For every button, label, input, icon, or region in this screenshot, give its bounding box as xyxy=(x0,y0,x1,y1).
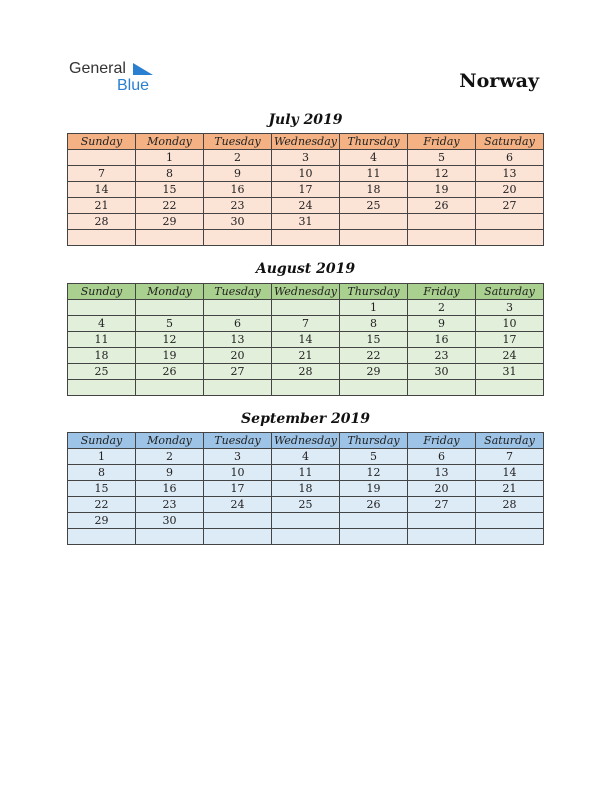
week-row xyxy=(68,513,544,529)
weekday-header: Saturday xyxy=(476,134,544,150)
day-cell: 19 xyxy=(340,481,408,497)
week-row xyxy=(68,529,544,545)
day-cell xyxy=(272,300,340,316)
day-cell: 22 xyxy=(136,198,204,214)
day-cell xyxy=(408,230,476,246)
day-cell xyxy=(340,380,408,396)
week-row xyxy=(68,300,544,316)
weekday-header: Wednesday xyxy=(272,134,340,150)
day-cell: 6 xyxy=(408,449,476,465)
logo-flag-icon xyxy=(133,63,153,77)
weekday-header: Monday xyxy=(136,284,204,300)
weekday-header: Tuesday xyxy=(204,284,272,300)
day-cell: 18 xyxy=(340,182,408,198)
day-cell xyxy=(408,380,476,396)
day-cell xyxy=(476,230,544,246)
day-cell xyxy=(204,230,272,246)
country-title: Norway xyxy=(459,70,539,92)
week-row xyxy=(68,214,544,230)
day-cell: 16 xyxy=(408,332,476,348)
weekday-header: Thursday xyxy=(340,433,408,449)
day-cell: 14 xyxy=(68,182,136,198)
month-title-august: August 2019 xyxy=(255,261,356,277)
weekday-header: Sunday xyxy=(68,134,136,150)
day-cell: 16 xyxy=(204,182,272,198)
weekday-header: Sunday xyxy=(68,284,136,300)
day-cell: 31 xyxy=(272,214,340,230)
day-cell: 28 xyxy=(272,364,340,380)
day-cell xyxy=(136,300,204,316)
week-row xyxy=(68,348,544,364)
day-cell: 23 xyxy=(408,348,476,364)
day-cell xyxy=(340,214,408,230)
day-cell: 17 xyxy=(272,182,340,198)
day-cell xyxy=(136,380,204,396)
day-cell: 20 xyxy=(408,481,476,497)
day-cell xyxy=(476,529,544,545)
day-cell: 13 xyxy=(408,465,476,481)
day-cell: 23 xyxy=(136,497,204,513)
day-cell: 13 xyxy=(476,166,544,182)
week-row xyxy=(68,449,544,465)
day-cell: 2 xyxy=(408,300,476,316)
day-cell: 8 xyxy=(340,316,408,332)
day-cell: 23 xyxy=(204,198,272,214)
day-cell: 1 xyxy=(68,449,136,465)
day-cell: 27 xyxy=(204,364,272,380)
month-title-september: September 2019 xyxy=(241,411,370,427)
day-cell: 29 xyxy=(136,214,204,230)
day-cell: 15 xyxy=(68,481,136,497)
day-cell: 12 xyxy=(408,166,476,182)
day-cell: 29 xyxy=(68,513,136,529)
day-cell: 10 xyxy=(476,316,544,332)
day-cell: 3 xyxy=(272,150,340,166)
day-cell xyxy=(340,230,408,246)
day-cell xyxy=(136,529,204,545)
calendar-august xyxy=(67,283,544,396)
week-row xyxy=(68,380,544,396)
day-cell: 24 xyxy=(272,198,340,214)
day-cell xyxy=(68,150,136,166)
day-cell: 20 xyxy=(204,348,272,364)
day-cell xyxy=(340,513,408,529)
weekday-header: Tuesday xyxy=(204,433,272,449)
weekday-header: Friday xyxy=(408,134,476,150)
day-cell: 5 xyxy=(340,449,408,465)
day-cell: 6 xyxy=(476,150,544,166)
weekday-header: Wednesday xyxy=(272,284,340,300)
day-cell: 26 xyxy=(408,198,476,214)
day-cell: 6 xyxy=(204,316,272,332)
day-cell: 21 xyxy=(476,481,544,497)
day-cell xyxy=(476,214,544,230)
day-cell xyxy=(476,513,544,529)
day-cell xyxy=(408,214,476,230)
week-row xyxy=(68,481,544,497)
day-cell: 7 xyxy=(272,316,340,332)
day-cell: 9 xyxy=(204,166,272,182)
weekday-header: Thursday xyxy=(340,284,408,300)
day-cell: 9 xyxy=(136,465,204,481)
week-row xyxy=(68,364,544,380)
day-cell: 2 xyxy=(136,449,204,465)
day-cell: 5 xyxy=(408,150,476,166)
week-row xyxy=(68,316,544,332)
day-cell: 12 xyxy=(136,332,204,348)
weekday-header: Sunday xyxy=(68,433,136,449)
day-cell: 8 xyxy=(136,166,204,182)
day-cell: 1 xyxy=(340,300,408,316)
day-cell: 28 xyxy=(68,214,136,230)
week-row xyxy=(68,198,544,214)
day-cell: 15 xyxy=(136,182,204,198)
day-cell: 22 xyxy=(340,348,408,364)
day-cell xyxy=(204,513,272,529)
day-cell: 8 xyxy=(68,465,136,481)
day-cell: 4 xyxy=(68,316,136,332)
day-cell: 25 xyxy=(272,497,340,513)
week-row xyxy=(68,332,544,348)
day-cell: 25 xyxy=(340,198,408,214)
day-cell: 18 xyxy=(272,481,340,497)
day-cell: 30 xyxy=(408,364,476,380)
weekday-header: Saturday xyxy=(476,284,544,300)
day-cell: 24 xyxy=(204,497,272,513)
day-cell: 20 xyxy=(476,182,544,198)
day-cell: 5 xyxy=(136,316,204,332)
weekday-header: Tuesday xyxy=(204,134,272,150)
weekday-header: Friday xyxy=(408,433,476,449)
day-cell: 10 xyxy=(272,166,340,182)
weekday-header: Saturday xyxy=(476,433,544,449)
week-row xyxy=(68,182,544,198)
day-cell: 14 xyxy=(272,332,340,348)
day-cell: 27 xyxy=(408,497,476,513)
day-cell: 7 xyxy=(476,449,544,465)
day-cell: 13 xyxy=(204,332,272,348)
day-cell xyxy=(68,230,136,246)
day-cell: 22 xyxy=(68,497,136,513)
weekday-header: Monday xyxy=(136,134,204,150)
day-cell: 30 xyxy=(136,513,204,529)
day-cell: 30 xyxy=(204,214,272,230)
weekday-header-row xyxy=(68,433,544,449)
day-cell: 27 xyxy=(476,198,544,214)
day-cell: 14 xyxy=(476,465,544,481)
day-cell xyxy=(204,300,272,316)
weekday-header: Thursday xyxy=(340,134,408,150)
day-cell: 21 xyxy=(68,198,136,214)
day-cell xyxy=(408,513,476,529)
day-cell xyxy=(204,380,272,396)
day-cell: 11 xyxy=(68,332,136,348)
week-row xyxy=(68,230,544,246)
day-cell xyxy=(272,380,340,396)
day-cell: 16 xyxy=(136,481,204,497)
weekday-header-row xyxy=(68,134,544,150)
day-cell: 29 xyxy=(340,364,408,380)
day-cell: 18 xyxy=(68,348,136,364)
day-cell: 31 xyxy=(476,364,544,380)
day-cell: 19 xyxy=(136,348,204,364)
day-cell: 9 xyxy=(408,316,476,332)
day-cell: 10 xyxy=(204,465,272,481)
day-cell: 15 xyxy=(340,332,408,348)
day-cell xyxy=(68,380,136,396)
day-cell: 11 xyxy=(272,465,340,481)
logo-word-general: General xyxy=(69,60,126,77)
month-title-july: July 2019 xyxy=(268,112,343,128)
calendar-july xyxy=(67,133,544,246)
day-cell xyxy=(272,230,340,246)
day-cell: 3 xyxy=(204,449,272,465)
weekday-header: Wednesday xyxy=(272,433,340,449)
weekday-header: Monday xyxy=(136,433,204,449)
day-cell: 17 xyxy=(476,332,544,348)
day-cell: 26 xyxy=(136,364,204,380)
calendar-september xyxy=(67,432,544,545)
day-cell: 26 xyxy=(340,497,408,513)
day-cell: 28 xyxy=(476,497,544,513)
day-cell xyxy=(476,380,544,396)
day-cell: 12 xyxy=(340,465,408,481)
logo-word-blue: Blue xyxy=(117,77,150,94)
week-row xyxy=(68,150,544,166)
day-cell xyxy=(68,529,136,545)
day-cell: 4 xyxy=(340,150,408,166)
day-cell xyxy=(408,529,476,545)
day-cell xyxy=(204,529,272,545)
logo xyxy=(69,60,179,100)
day-cell: 11 xyxy=(340,166,408,182)
week-row xyxy=(68,166,544,182)
day-cell xyxy=(272,513,340,529)
weekday-header-row xyxy=(68,284,544,300)
day-cell: 1 xyxy=(136,150,204,166)
week-row xyxy=(68,497,544,513)
day-cell: 7 xyxy=(68,166,136,182)
day-cell xyxy=(136,230,204,246)
day-cell: 25 xyxy=(68,364,136,380)
day-cell: 19 xyxy=(408,182,476,198)
day-cell: 17 xyxy=(204,481,272,497)
day-cell: 4 xyxy=(272,449,340,465)
day-cell xyxy=(340,529,408,545)
day-cell xyxy=(68,300,136,316)
day-cell: 2 xyxy=(204,150,272,166)
day-cell: 21 xyxy=(272,348,340,364)
day-cell xyxy=(272,529,340,545)
week-row xyxy=(68,465,544,481)
day-cell: 3 xyxy=(476,300,544,316)
day-cell: 24 xyxy=(476,348,544,364)
weekday-header: Friday xyxy=(408,284,476,300)
